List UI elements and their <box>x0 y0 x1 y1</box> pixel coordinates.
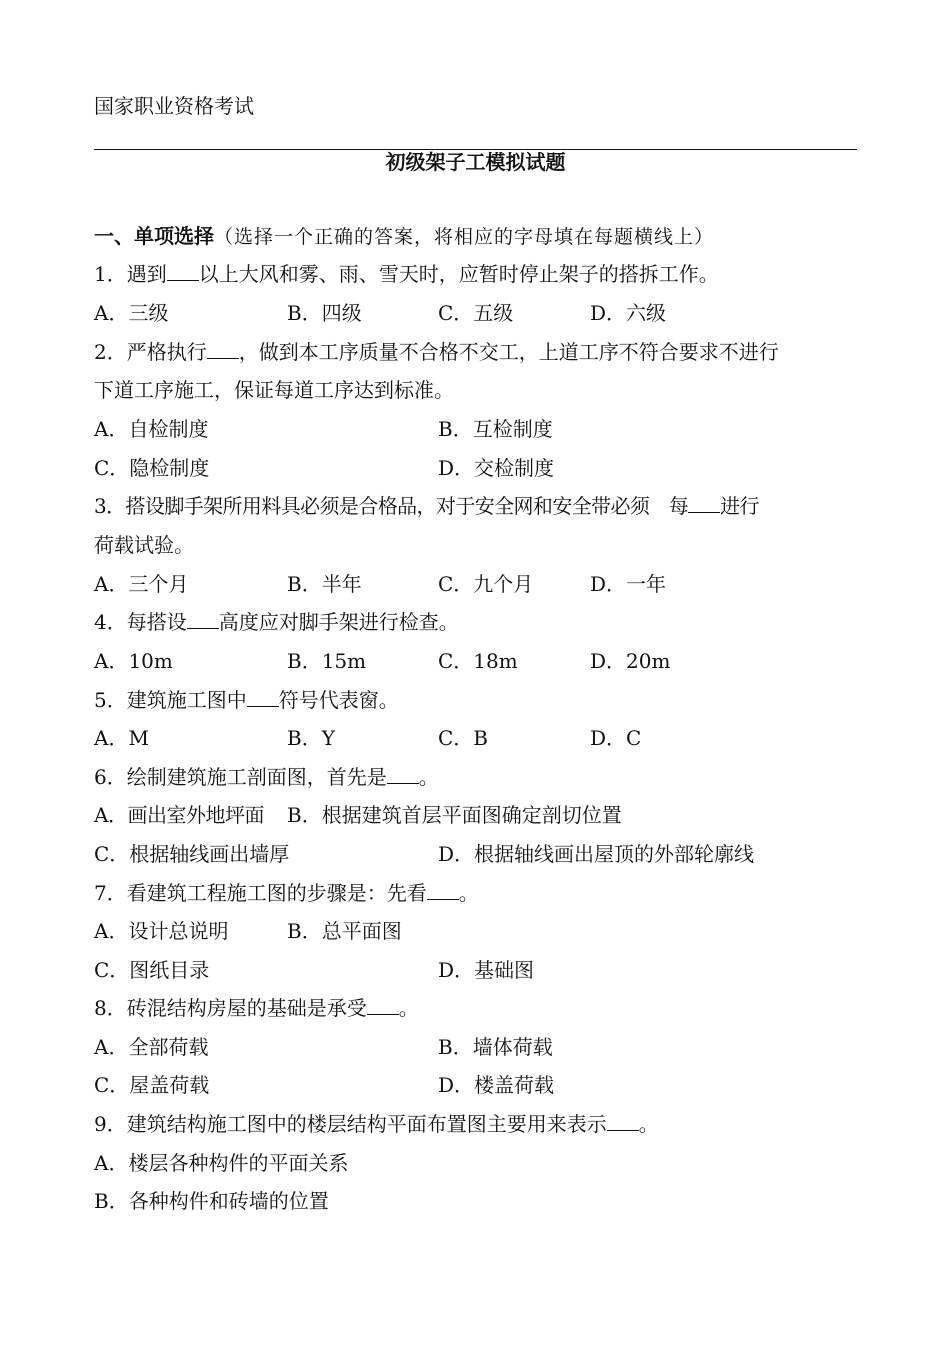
option-d: D．楼盖荷载 <box>438 1073 555 1097</box>
question-3-continued: 荷载试验。 <box>94 533 194 557</box>
option-b: B．墙体荷载 <box>438 1035 553 1059</box>
option-a: A．设计总说明 <box>94 919 229 943</box>
section-heading <box>94 222 714 251</box>
option-c: C．隐检制度 <box>94 456 210 480</box>
option-d: D．六级 <box>590 301 667 325</box>
answer-blank <box>187 610 219 629</box>
option-b: B．各种构件和砖墙的位置 <box>94 1189 329 1213</box>
question-text: 高度应对脚手架进行检查。 <box>218 610 459 634</box>
option-d: D．C <box>590 726 642 750</box>
question-text: 4．每搭设 <box>94 610 187 634</box>
option-c: C．五级 <box>438 301 514 325</box>
option-d: D．基础图 <box>438 958 535 982</box>
question-text: 进行 <box>720 494 759 518</box>
question-2 <box>94 338 779 366</box>
question-text: 5．建筑施工图中 <box>94 688 247 712</box>
option-a: A．楼层各种构件的平面关系 <box>94 1151 349 1175</box>
answer-blank <box>688 494 720 513</box>
question-text: 7．看建筑工程施工图的步骤是：先看 <box>94 881 427 905</box>
option-b: B．总平面图 <box>287 919 402 943</box>
option-d: D．根据轴线画出屋顶的外部轮廓线 <box>438 842 755 866</box>
question-text: 。 <box>638 1112 659 1136</box>
section-note: （选择一个正确的答案，将相应的字母填在每题横线上） <box>214 226 715 248</box>
question-4 <box>94 608 459 636</box>
option-a: A．三个月 <box>94 572 189 596</box>
option-c: C．B <box>438 726 488 750</box>
section-label: 一、单项选择 <box>94 224 214 248</box>
question-text: ，做到本工序质量不合格不交工，上道工序不符合要求不进行 <box>238 340 779 364</box>
question-text: 3．搭设脚手架所用料具必须是合格品，对于安全网和安全带必须 每 <box>94 494 689 518</box>
question-8 <box>94 994 419 1022</box>
question-2-continued: 下道工序施工，保证每道工序达到标准。 <box>94 378 454 402</box>
question-3 <box>94 492 759 520</box>
option-c: C．屋盖荷载 <box>94 1073 210 1097</box>
option-d: D．20m <box>590 649 671 673</box>
question-1 <box>94 260 719 288</box>
answer-blank <box>207 340 239 359</box>
option-c: C．九个月 <box>438 572 534 596</box>
answer-blank <box>607 1112 639 1131</box>
option-c: C．18m <box>438 649 518 673</box>
question-text: 。 <box>398 996 419 1020</box>
question-text: 1．遇到 <box>94 262 167 286</box>
question-5 <box>94 686 399 714</box>
question-6 <box>94 763 439 791</box>
option-a: A．画出室外地坪面 <box>94 803 264 827</box>
option-b: B．15m <box>287 649 367 673</box>
question-text: 8．砖混结构房屋的基础是承受 <box>94 996 367 1020</box>
question-text: 9．建筑结构施工图中的楼层结构平面布置图主要用来表示 <box>94 1112 607 1136</box>
option-d: D．一年 <box>590 572 667 596</box>
answer-blank <box>427 881 459 900</box>
question-text: 。 <box>458 881 479 905</box>
option-a: A．M <box>94 726 149 750</box>
question-text: 6．绘制建筑施工剖面图，首先是 <box>94 765 387 789</box>
option-a: A．自检制度 <box>94 417 209 441</box>
answer-blank <box>387 765 419 784</box>
option-b: B．Y <box>287 726 335 750</box>
question-text: 符号代表窗。 <box>278 688 399 712</box>
answer-blank <box>367 996 399 1015</box>
option-b: B．互检制度 <box>438 417 553 441</box>
option-a: A．三级 <box>94 301 169 325</box>
page-header: 国家职业资格考试 <box>94 94 254 118</box>
question-text: 2．严格执行 <box>94 340 207 364</box>
question-text: 以上大风和雾、雨、雪天时，应暂时停止架子的搭拆工作。 <box>198 262 719 286</box>
option-c: C．根据轴线画出墙厚 <box>94 842 290 866</box>
question-9 <box>94 1110 659 1138</box>
option-b: B．根据建筑首层平面图确定剖切位置 <box>287 803 622 827</box>
answer-blank <box>167 262 199 281</box>
answer-blank <box>247 688 279 707</box>
page-title: 初级架子工模拟试题 <box>385 150 566 174</box>
option-d: D．交检制度 <box>438 456 555 480</box>
option-b: B．四级 <box>287 301 362 325</box>
question-text: 。 <box>418 765 439 789</box>
question-7 <box>94 879 479 907</box>
option-b: B．半年 <box>287 572 362 596</box>
option-c: C．图纸目录 <box>94 958 210 982</box>
option-a: A．全部荷载 <box>94 1035 209 1059</box>
option-a: A．10m <box>94 649 173 673</box>
